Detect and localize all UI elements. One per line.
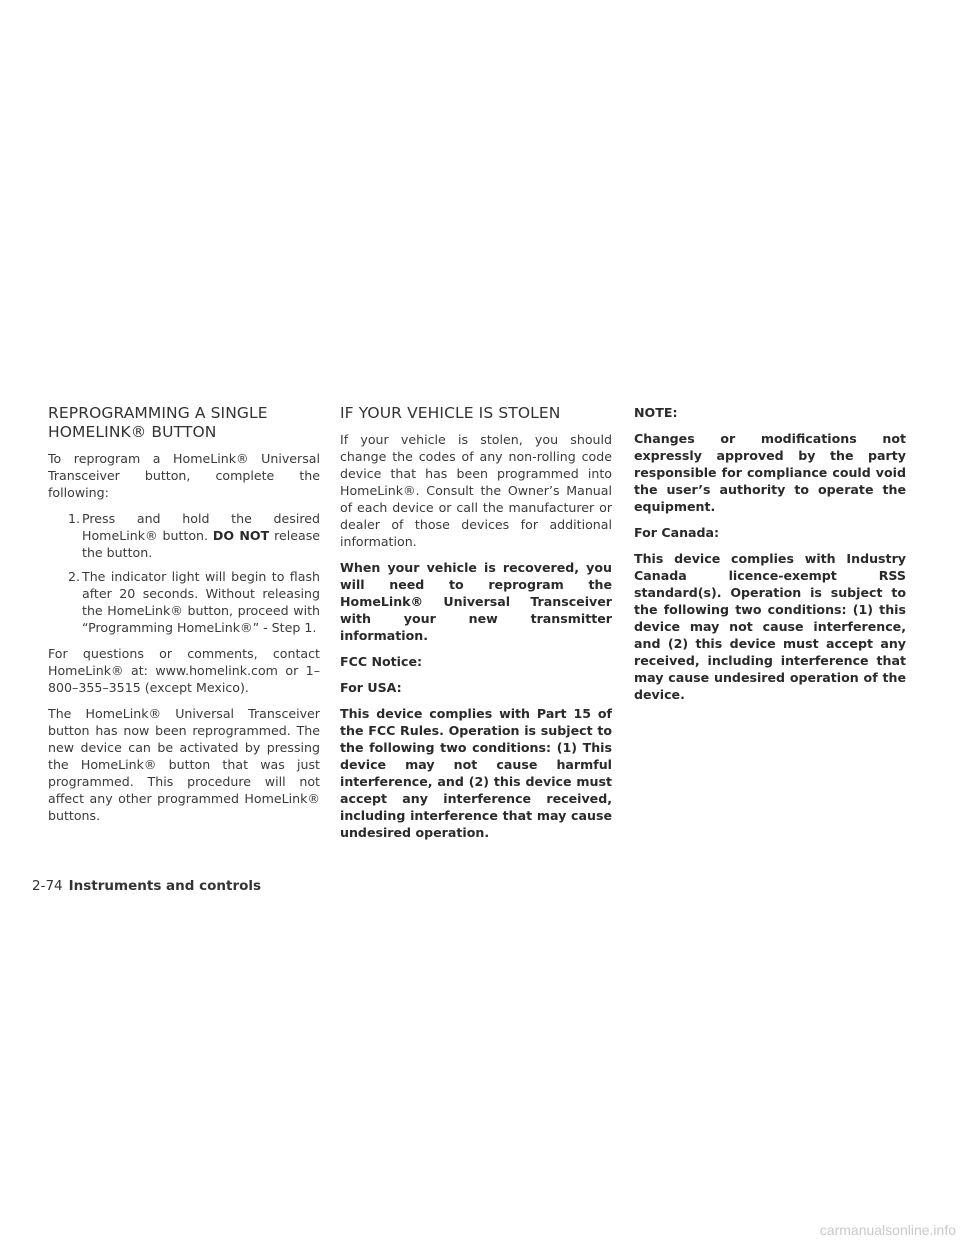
stolen-paragraph: If your vehicle is stolen, you should change the codes of any non-rolling code device that has been programmed into HomeLink®. Consult the Owner’s Manual of each device or call the manufacturer or dealer of those devices for additional information. xyxy=(340,432,612,549)
page-footer xyxy=(32,878,261,894)
for-canada-label: For Canada: xyxy=(634,525,720,540)
canada-compliance-text: This device complies with Industry Canada licence-exempt RSS standard(s). Operation is subject to the following two conditions: (1) this device may not cause interference, and (2) this device must accept any received, including interference that may cause undesired operation of the device. xyxy=(634,551,906,702)
note-text: Changes or modifications not expressly approved by the party responsible for compliance could void the user’s authority to operate the equipment. xyxy=(634,431,906,514)
fcc-notice-label: FCC Notice: xyxy=(340,654,423,669)
column-middle xyxy=(340,404,612,850)
contact-paragraph: For questions or comments, contact HomeLink® at: www.homelink.com or 1–800–355–3515 (except Mexico). xyxy=(48,646,320,695)
recovered-paragraph: When your vehicle is recovered, you will need to reprogram the HomeLink® Universal Transceiver with your new transmitter information. xyxy=(340,560,612,643)
watermark: carmanualsonline.info xyxy=(819,1222,956,1238)
section-title: Instruments and controls xyxy=(68,878,262,894)
step-number: 2. xyxy=(68,569,81,584)
steps-list xyxy=(48,510,320,636)
heading-line-1: REPROGRAMMING A SINGLE xyxy=(48,404,268,422)
closing-paragraph: The HomeLink® Universal Transceiver button has now been reprogrammed. The new device can be activated by pressing the HomeLink® button that was just programmed. This procedure will not affect any other programmed HomeLink® buttons. xyxy=(48,706,320,823)
note-label: NOTE: xyxy=(634,405,678,420)
step-text: Press and hold the desired HomeLink® button. xyxy=(82,511,320,543)
column-left xyxy=(48,404,320,833)
usa-compliance-text: This device complies with Part 15 of the FCC Rules. Operation is subject to the following two conditions: (1) This device may not cause harmful interference, and (2) this device must accept any interference received, including interference that may cause undesired operation. xyxy=(340,706,612,840)
column-right xyxy=(634,404,906,712)
for-usa-label: For USA: xyxy=(340,680,402,695)
step-text: release the button. xyxy=(82,528,321,560)
step-text: The indicator light will begin to flash after 20 seconds. Without releasing the HomeLink® button, proceed with “Programming HomeLink®” - Step 1. xyxy=(82,569,320,635)
step-2 xyxy=(48,568,320,636)
step-number: 1. xyxy=(68,511,81,526)
step-1 xyxy=(48,510,320,561)
heading-reprogramming xyxy=(48,404,320,442)
intro-paragraph: To reprogram a HomeLink® Universal Transceiver button, complete the following: xyxy=(48,451,320,500)
do-not-emphasis: DO NOT xyxy=(212,528,270,543)
heading-line-2: HOMELINK® BUTTON xyxy=(48,423,217,441)
page-number: 2-74 xyxy=(32,878,63,894)
heading-vehicle-stolen: IF YOUR VEHICLE IS STOLEN xyxy=(340,404,561,422)
